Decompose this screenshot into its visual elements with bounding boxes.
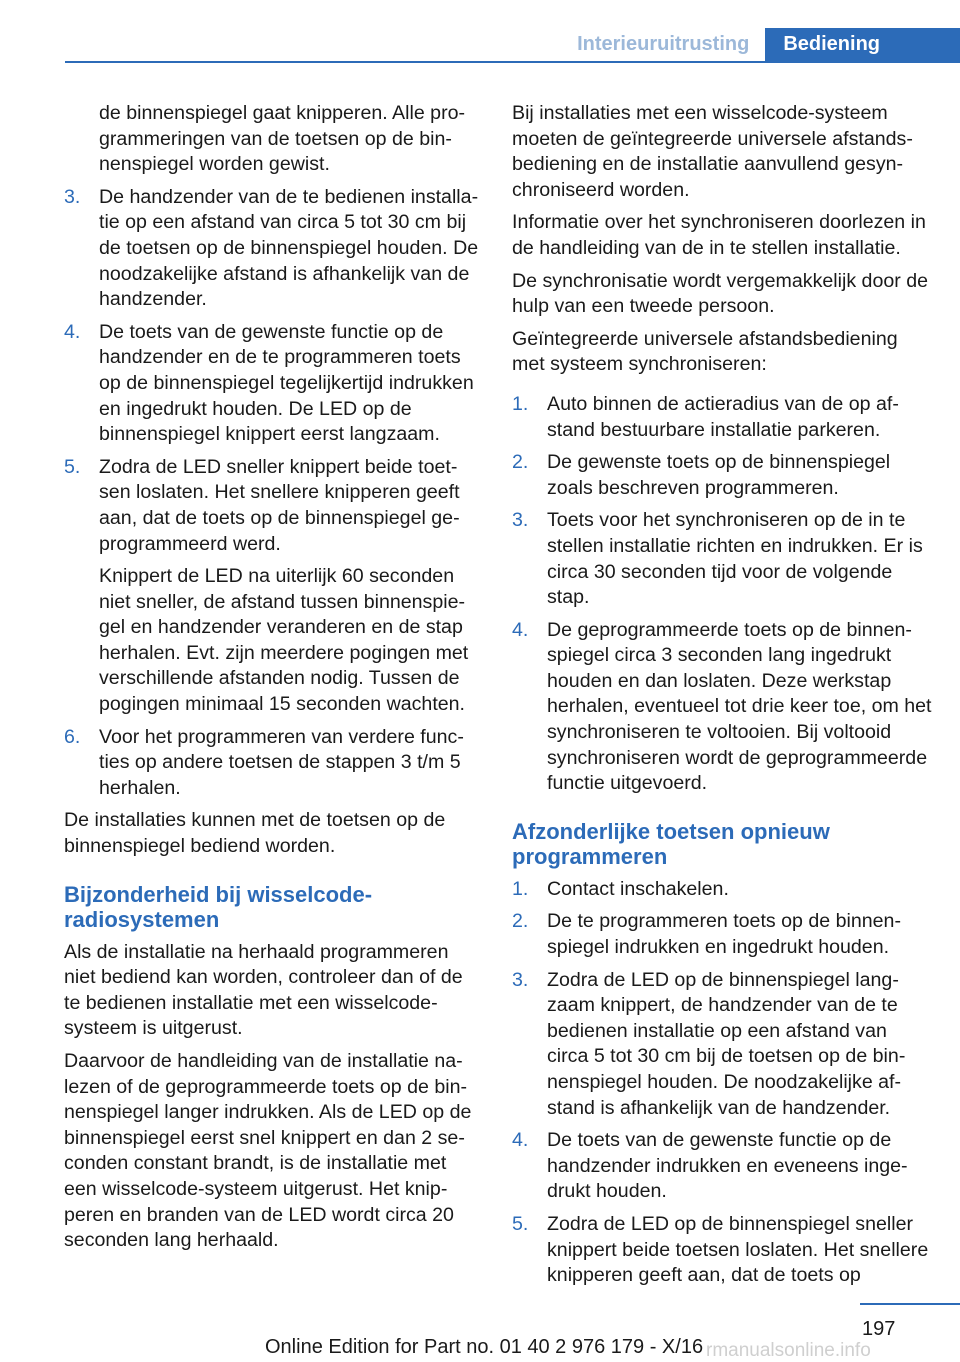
header-rule [65, 61, 960, 63]
list-number: 3. [64, 185, 81, 208]
list-number: 3. [512, 968, 529, 991]
page-header [561, 28, 960, 62]
body-paragraph: Bij installaties met een wisselcode-systeem moeten de geïntegreerde universele afstandsbediening en de installatie aanvullend gesynchroniseerd worden. [512, 102, 913, 201]
list-number: 3. [512, 509, 529, 532]
list-text: Voor het programmeren van verdere functies op andere toetsen de stappen 3 t/m 5 herhalen. [99, 725, 464, 799]
list-text: De toets van de gewenste functie op de handzender indrukken en eveneens ingedrukt houden. [547, 1129, 908, 1203]
list-item [512, 392, 932, 443]
list-text: De te programmeren toets op de binnenspiegel indrukken en ingedrukt houden. [547, 910, 901, 959]
intro-continuation: de binnenspiegel gaat knipperen. Alle programmeringen van de toetsen op de binnenspiegel worden gewist. [99, 102, 466, 176]
list-item [512, 968, 932, 1122]
list-number: 1. [512, 877, 529, 900]
body-paragraph: Geïntegreerde universele afstandsbediening met systeem synchroniseren: [512, 327, 898, 376]
list-item [64, 185, 479, 313]
list-text: De gewenste toets op de binnenspiegel zoals beschreven programmeren. [547, 451, 891, 499]
list-text: Toets voor het synchroniseren op de in te stellen installatie richten en indrukken. Er is circa 30 seconden tijd voor de volgende stap. [547, 509, 923, 609]
list-number: 4. [512, 1129, 529, 1152]
body-paragraph: De synchronisatie wordt vergemakkelijk door de hulp van een tweede persoon. [512, 269, 929, 318]
body-paragraph: Als de installatie na herhaald programmeren niet bediend kan worden, controleer dan of de te bedienen installatie met een wisselcodesysteem is uitgerust. [64, 940, 463, 1040]
body-paragraph: Informatie over het synchroniseren doorlezen in de handleiding van de in te stellen installatie. [512, 211, 926, 259]
list-item [512, 1212, 932, 1289]
list-item [512, 450, 932, 501]
list-number: 4. [64, 320, 81, 343]
list-item [64, 455, 479, 557]
right-column [512, 101, 932, 1296]
list-number: 6. [64, 725, 81, 748]
list-number: 5. [64, 455, 81, 478]
body-paragraph: Daarvoor de handleiding van de installatie nalezen of de geprogrammeerde toets op de binnenspiegel langer indrukken. Als de LED op de binnenspiegel eerst snel knippert en dan 2 seconden constant brandt, is de installatie met een wisselcode-systeem uitgerust. Het knipperen en branden van de LED wordt circa 20 seconden lang herhaald. [64, 1050, 472, 1252]
list-text: Contact inschakelen. [547, 877, 729, 900]
list-item [512, 1128, 932, 1205]
list-text: Zodra de LED op de binnenspiegel langzaam knippert, de handzender van de te bedienen installatie op een afstand van circa 5 tot 30 cm bij de toetsen op de binnenspiegel houden. De noodzakelijke afstand is afhankelijk van de handzender. [547, 968, 906, 1119]
list-number: 2. [512, 910, 529, 933]
watermark: rmanualsonline.info [706, 1340, 871, 1361]
list-text: De geprogrammeerde toets op de binnenspiegel circa 3 seconden lang ingedrukt houden en dan loslaten. Deze werkstap herhalen, eventueel tot drie keer toe, om het synchroniseren te voltooien. Bij voltooid synchroniseren wordt de geprogrammeerde functie uitgevoerd. [547, 618, 932, 795]
list-item [64, 320, 479, 448]
list-text: De handzender van de te bedienen installatie op een afstand van circa 5 tot 30 cm bij de toetsen op de binnenspiegel houden. De noodzakelijke afstand is afhankelijk van de handzender. [99, 185, 479, 311]
list-item [512, 508, 932, 610]
section-label: Interieuruitrusting [561, 28, 765, 62]
list-item [512, 877, 932, 903]
footer-rule [860, 1303, 960, 1305]
list-number: 4. [512, 618, 529, 641]
left-column [64, 101, 479, 1261]
list-number: 2. [512, 451, 529, 474]
page-number: 197 [862, 1318, 896, 1340]
section-heading: Afzonderlijke toetsen opnieuw programmeren [512, 818, 830, 869]
list-item [512, 909, 932, 960]
list-item [512, 618, 932, 797]
list-text: De toets van de gewenste functie op de handzender en de te programmeren toets op de binnenspiegel tegelijkertijd indrukken en ingedrukt houden. De LED op de binnenspiegel knippert eerst langzaam. [99, 320, 474, 446]
list-text: Auto binnen de actieradius van de op afstand bestuurbare installatie parkeren. [547, 392, 899, 441]
list-text: Zodra de LED sneller knippert beide toetsen loslaten. Het snellere knipperen geeft aan, dat de toets op de binnenspiegel geprogrammeerd werd. [99, 455, 460, 555]
after-steps-text: De installaties kunnen met de toetsen op de binnenspiegel bediend worden. [64, 809, 446, 858]
list-number: 5. [512, 1212, 529, 1235]
chapter-tab-active: Bediening [765, 28, 960, 62]
edition-footer: Online Edition for Part no. 01 40 2 976 179 - X/16 [265, 1336, 704, 1358]
list-text: Zodra de LED op de binnenspiegel sneller knippert beide toetsen loslaten. Het snellere knipperen geeft aan, dat de toets op [547, 1212, 929, 1287]
list-number: 1. [512, 392, 529, 415]
section-heading: Bijzonderheid bij wisselcoderadiosystemen [64, 881, 373, 932]
step5-extra: Knippert de LED na uiterlijk 60 seconden niet sneller, de afstand tussen binnenspiegel en handzender veranderen en de stap herhalen. Evt. zijn meerdere pogingen met verschillende afstanden nodig. Tussen de pogingen minimaal 15 seconden wachten. [99, 565, 469, 716]
list-item [64, 725, 479, 802]
